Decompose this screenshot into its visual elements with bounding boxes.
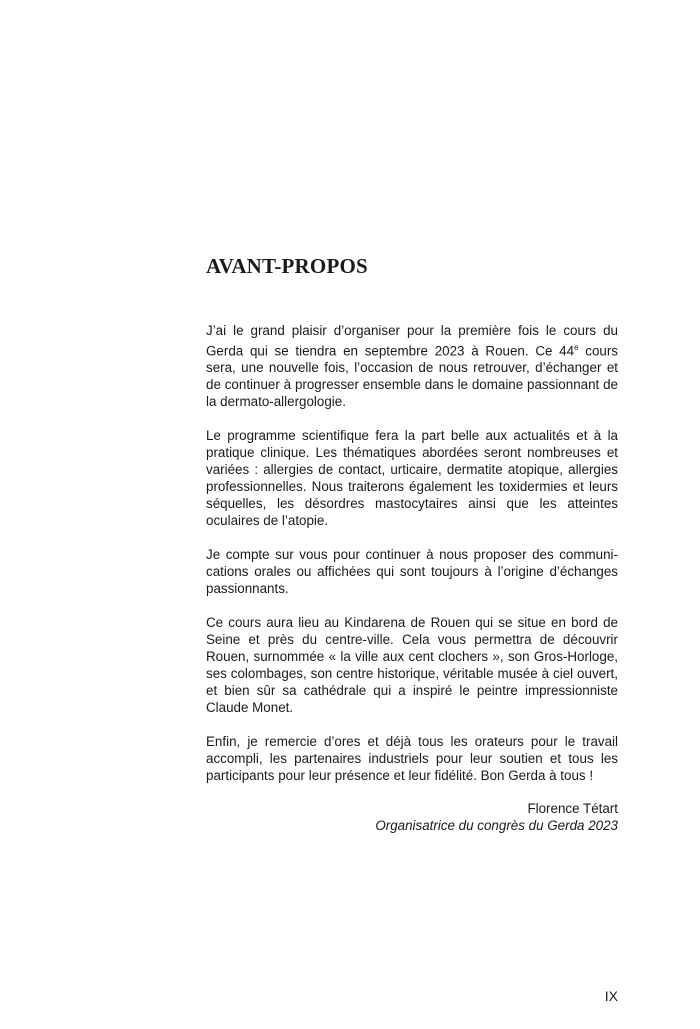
paragraph-intro-end: cours sera, une nouvelle fois, l’occasion de nous retrouver, d’échanger et de continuer à progresser ensemble dans le domaine passionnant de la dermato-allergologie. xyxy=(206,343,619,410)
signature-block xyxy=(375,800,618,834)
signature-name: Florence Tétart xyxy=(527,801,618,816)
page-number: IX xyxy=(604,988,618,1004)
paragraph-communications: Je compte sur vous pour continuer à nous proposer des communications orales ou affichées qui sont toujours à l’origine d’échanges passionnants. xyxy=(206,547,618,597)
ordinal-superscript: e xyxy=(574,343,579,352)
page-title: AVANT-PROPOS xyxy=(206,254,368,278)
paragraph-thanks: Enfin, je remercie d’ores et déjà tous les orateurs pour le travail accompli, les partenaires industriels pour leur soutien et tous les participants pour leur présence et leur fidélité. Bon Gerda à tous ! xyxy=(206,734,618,784)
paragraph-programme: Le programme scientifique fera la part belle aux actualités et à la pratique clinique. Les thématiques abordées seront nombreuses et variées : allergies de contact, urticaire, dermatite atopique, allergies professionnelles. Nous traiterons également les toxidermies et leurs séquelles, les désordres mastocytaires ainsi que les atteintes oculaires de l’atopie. xyxy=(206,428,618,529)
paragraph-venue: Ce cours aura lieu au Kindarena de Rouen qui se situe en bord de Seine et près du centre-ville. Cela vous permettra de découvrir Rouen, surnommée « la ville aux cent clochers », son Gros-Horloge, ses colombages, son centre historique, véritable musée à ciel ouvert, et bien sûr sa cathédrale qui a inspiré le peintre impressionniste Claude Monet. xyxy=(206,615,618,716)
paragraph-intro-start: J’ai le grand plaisir d’organiser pour la première fois le cours du Gerda qui se tiendra en septembre 2023 à Rouen. Ce 44 xyxy=(206,323,618,359)
signature-role: Organisatrice du congrès du Gerda 2023 xyxy=(375,818,618,833)
foreword-body xyxy=(206,322,618,784)
paragraph-intro xyxy=(206,322,618,410)
